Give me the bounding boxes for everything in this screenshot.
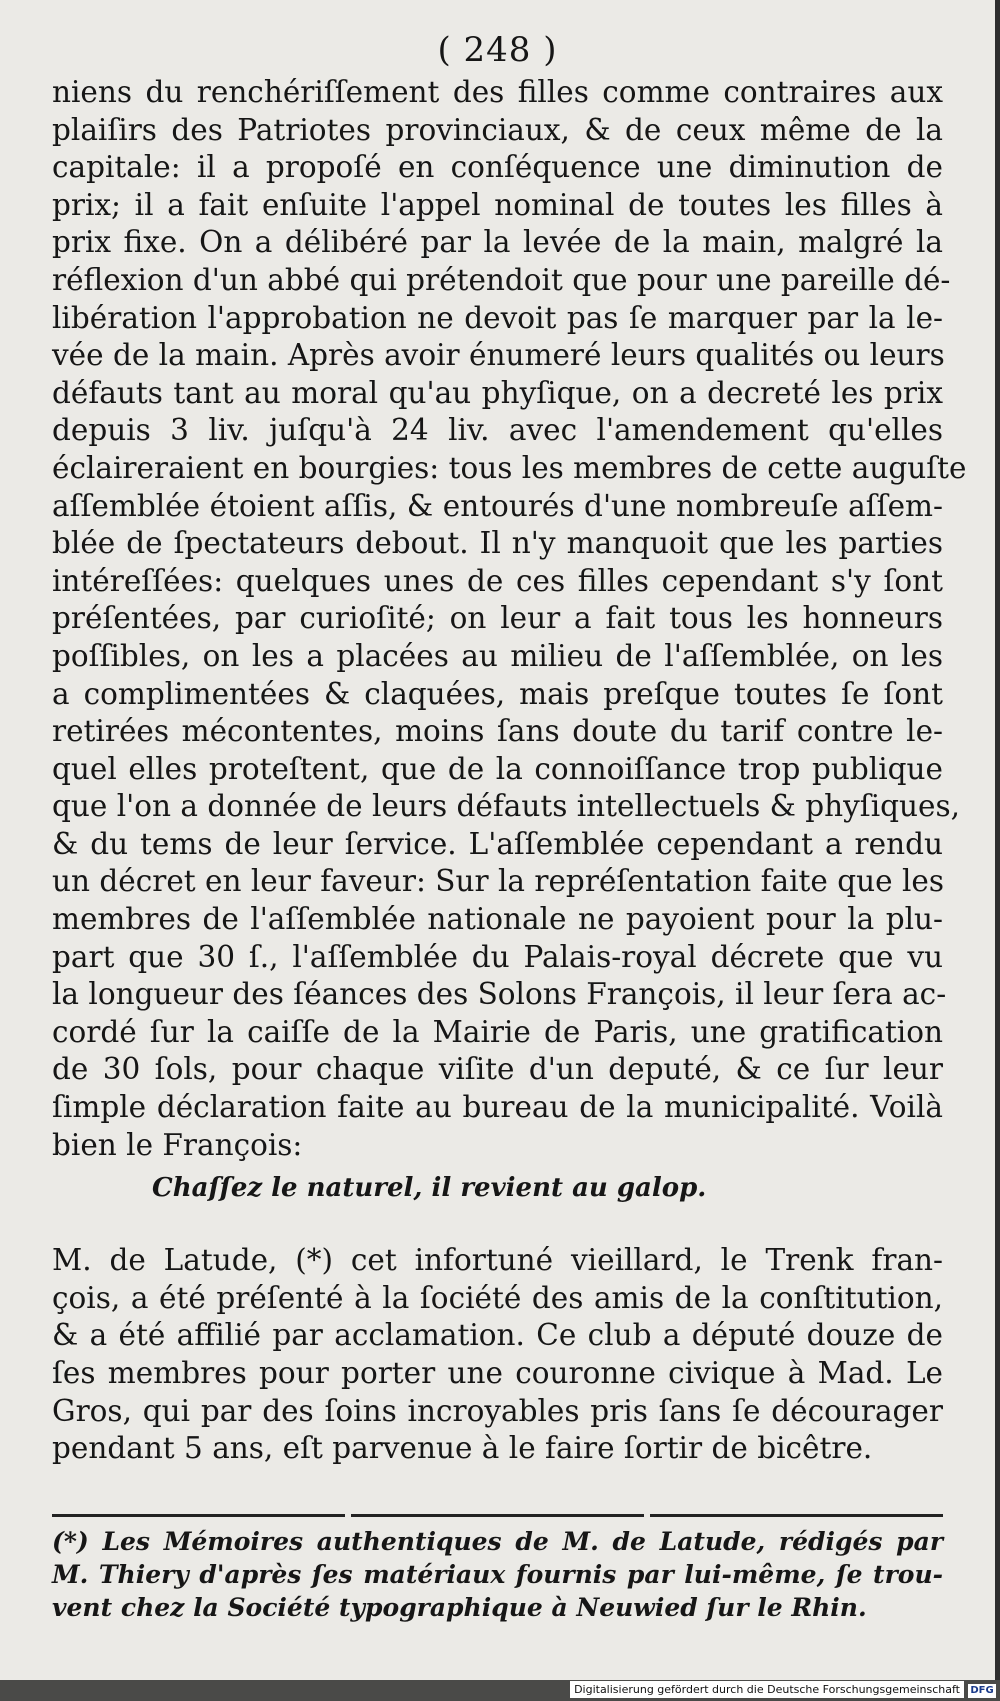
text-line: prix; il a fait enſuite l'appel nominal de toutes les filles à — [52, 187, 943, 222]
text-line: çois, a été préſenté à la ſociété des amis de la conſtitution, — [52, 1280, 943, 1315]
text-line: poſſibles, on les a placées au milieu de l'aſſemblée, on les — [52, 638, 943, 673]
text-line: éclaireraient en bourgies: tous les membres de cette auguſte — [52, 450, 967, 485]
text-line: M. de Latude, (*) cet infortuné vieillard, le Trenk fran- — [52, 1243, 943, 1278]
latude-paragraph — [52, 1242, 943, 1468]
text-line: blée de ſpectateurs debout. Il n'y manquoit que les parties — [52, 526, 943, 561]
text-line: cordé ſur la caiſſe de la Mairie de Paris, une gratification — [52, 1014, 943, 1049]
text-line: de 30 ſols, pour chaque viſite d'un deputé, & ce ſur leur — [52, 1052, 943, 1087]
footnote-line: (*) Les Mémoires authentiques de M. de Latude, rédigés par — [52, 1526, 943, 1556]
text-line: défauts tant au moral qu'au phyſique, on a decreté les prix — [52, 375, 943, 410]
text-line: ſimple déclaration faite au bureau de la municipalité. Voilà — [52, 1090, 943, 1125]
text-line: retirées mécontentes, moins ſans doute du tarif contre le- — [52, 714, 943, 749]
text-line: plaiſirs des Patriotes provinciaux, & de ceux même de la — [52, 112, 943, 147]
text-line: préſentées, par curioſité; on leur a fait tous les honneurs — [52, 601, 943, 636]
verse-quotation: Chaſſez le naturel, il revient au galop. — [152, 1173, 707, 1204]
text-line: un décret en leur faveur: Sur la repréſentation faite que les — [52, 864, 945, 899]
text-line: vée de la main. Après avoir énumeré leurs qualités ou leurs — [52, 338, 945, 373]
text-line: quel elles proteſtent, que de la connoiſſance trop publique — [52, 751, 943, 786]
text-line: réflexion d'un abbé qui prétendoit que pour une pareille dé- — [52, 262, 951, 297]
text-line: pendant 5 ans, eſt parvenue à le faire ſortir de bicêtre. — [52, 1431, 873, 1466]
text-line: capitale: il a propoſé en conſéquence une diminution de — [52, 150, 943, 185]
text-line: libération l'approbation ne devoit pas ſe marquer par la le- — [52, 300, 943, 335]
text-line: niens du renchériſſement des filles comme contraires aux — [52, 75, 943, 109]
footnote-rule — [52, 1514, 943, 1517]
text-line: aſſemblée étoient aſſis, & entourés d'une nombreuſe aſſem- — [52, 488, 943, 523]
text-line: ſes membres pour porter une couronne civique à Mad. Le — [52, 1356, 943, 1390]
text-line: Gros, qui par des ſoins incroyables pris ſans ſe décourager — [52, 1393, 943, 1428]
text-line: depuis 3 liv. juſqu'à 24 liv. avec l'amendement qu'elles — [52, 413, 943, 448]
footnote-line: M. Thiery d'après ſes matériaux fournis par lui-même, ſe trou- — [52, 1559, 943, 1589]
text-line: & du tems de leur ſervice. L'aſſemblée cependant a rendu — [52, 826, 943, 861]
dfg-logo: DFG — [968, 1684, 996, 1698]
text-line: membres de l'aſſemblée nationale ne payoient pour la plu- — [52, 902, 943, 937]
footnote — [52, 1525, 943, 1624]
text-line: prix fixe. On a délibéré par la levée de la main, malgré la — [52, 225, 943, 260]
text-line: que l'on a donnée de leurs défauts intellectuels & phyſiques, — [52, 789, 961, 824]
text-line: part que 30 ſ., l'aſſemblée du Palais-royal décrete que vu — [52, 939, 943, 974]
scan-edge — [995, 0, 1000, 1680]
footnote-line: vent chez la Société typographique à Neuwied ſur le Rhin. — [52, 1592, 867, 1622]
digitization-credit: Digitalisierung gefördert durch die Deutsche Forschungsgemeinschaft — [570, 1681, 964, 1698]
text-line: & a été affilié par acclamation. Ce club a député douze de — [52, 1318, 943, 1353]
main-paragraph — [52, 74, 967, 1164]
text-line: la longueur des ſéances des Solons François, il leur ſera ac- — [52, 977, 947, 1012]
text-line: bien le François: — [52, 1127, 303, 1162]
text-line: intéreſſées: quelques unes de ces filles cependant s'y ſont — [52, 563, 943, 598]
page-number: ( 248 ) — [437, 30, 558, 70]
text-line: a complimentées & claquées, mais preſque toutes ſe ſont — [52, 676, 943, 711]
